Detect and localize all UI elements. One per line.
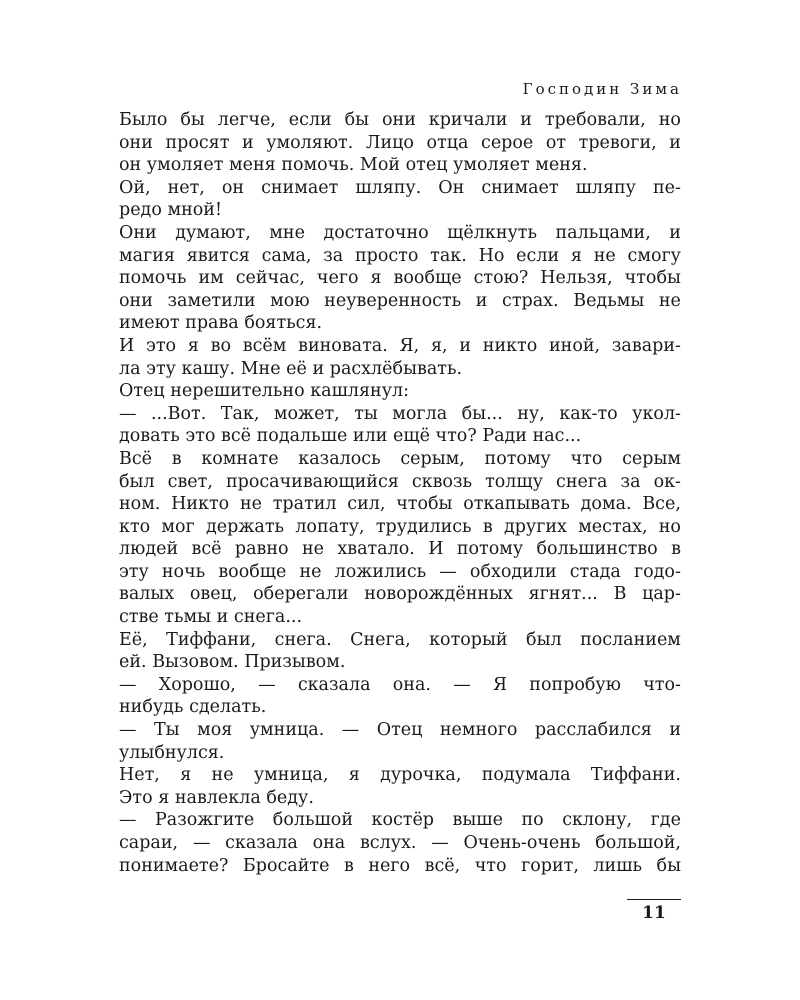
text-line: кто мог держать лопату, трудились в других местах, но [119, 516, 681, 537]
text-line: Ой, нет, он снимает шляпу. Он снимает шляпу пе- [119, 177, 681, 198]
text-line: они заметили мою неуверенность и страх. Ведьмы не [119, 290, 681, 311]
text-line: Нет, я не умница, я дурочка, подумала Тиффани. [119, 765, 681, 786]
text-line: они просят и умоляют. Лицо отца серое от тревоги, и [119, 132, 681, 153]
text-line: Они думают, мне достаточно щёлкнуть пальцами, и [119, 222, 681, 243]
text-line: людей всё равно не хватало. И потому большинство в [119, 539, 681, 560]
text-line: довать это всё подальше или ещё что? Ради нас... [119, 426, 582, 447]
text-line: имеют права бояться. [119, 313, 323, 334]
text-line: ном. Никто не тратил сил, чтобы откапывать дома. Все, [119, 494, 681, 515]
text-line: улыбнулся. [119, 742, 225, 763]
text-line: ла эту кашу. Мне её и расхлёбывать. [119, 358, 463, 379]
body-text [119, 109, 681, 877]
text-line: был свет, просачивающийся сквозь толщу снега за ок- [119, 471, 681, 492]
text-line: стве тьмы и снега... [119, 607, 303, 628]
text-line: валых овец, оберегали новорождённых ягнят... В цар- [119, 584, 681, 605]
text-line: — ...Вот. Так, может, ты могла бы... ну, как-то укол- [119, 403, 681, 424]
text-line: — Хорошо, — сказала она. — Я попробую что- [119, 674, 681, 695]
footer-rule [627, 899, 681, 900]
text-line: эту ночь вообще не ложились — обходили стада годо- [119, 561, 681, 582]
text-line: И это я во всём виновата. Я, я, и никто иной, завари- [119, 335, 681, 356]
text-line: редо мной! [119, 200, 222, 221]
text-line: помочь им сейчас, чего я вообще стою? Нельзя, чтобы [119, 268, 681, 289]
text-line: он умоляет меня помочь. Мой отец умоляет меня. [119, 155, 588, 176]
text-line: — Ты моя умница. — Отец немного расслабился и [119, 720, 681, 741]
text-line: понимаете? Бросайте в него всё, что горит, лишь бы [119, 855, 681, 876]
text-line: — Разожгите большой костёр выше по склону, где [119, 810, 681, 831]
running-head-title: Господин Зима [522, 80, 682, 98]
text-line: нибудь сделать. [119, 697, 267, 718]
text-line: Её, Тиффани, снега. Снега, который был посланием [119, 629, 681, 650]
text-line: Всё в комнате казалось серым, потому что серым [119, 448, 681, 469]
text-line: сараи, — сказала она вслух. — Очень-очень большой, [119, 833, 681, 853]
text-line: Это я навлекла беду. [119, 787, 314, 808]
text-line: магия явится сама, за просто так. Но если я не смогу [119, 245, 681, 266]
text-line: Было бы легче, если бы они кричали и требовали, но [119, 110, 681, 130]
text-line: ей. Вызовом. Призывом. [119, 652, 346, 673]
page-number: 11 [642, 903, 666, 923]
text-line: Отец нерешительно кашлянул: [119, 381, 410, 402]
